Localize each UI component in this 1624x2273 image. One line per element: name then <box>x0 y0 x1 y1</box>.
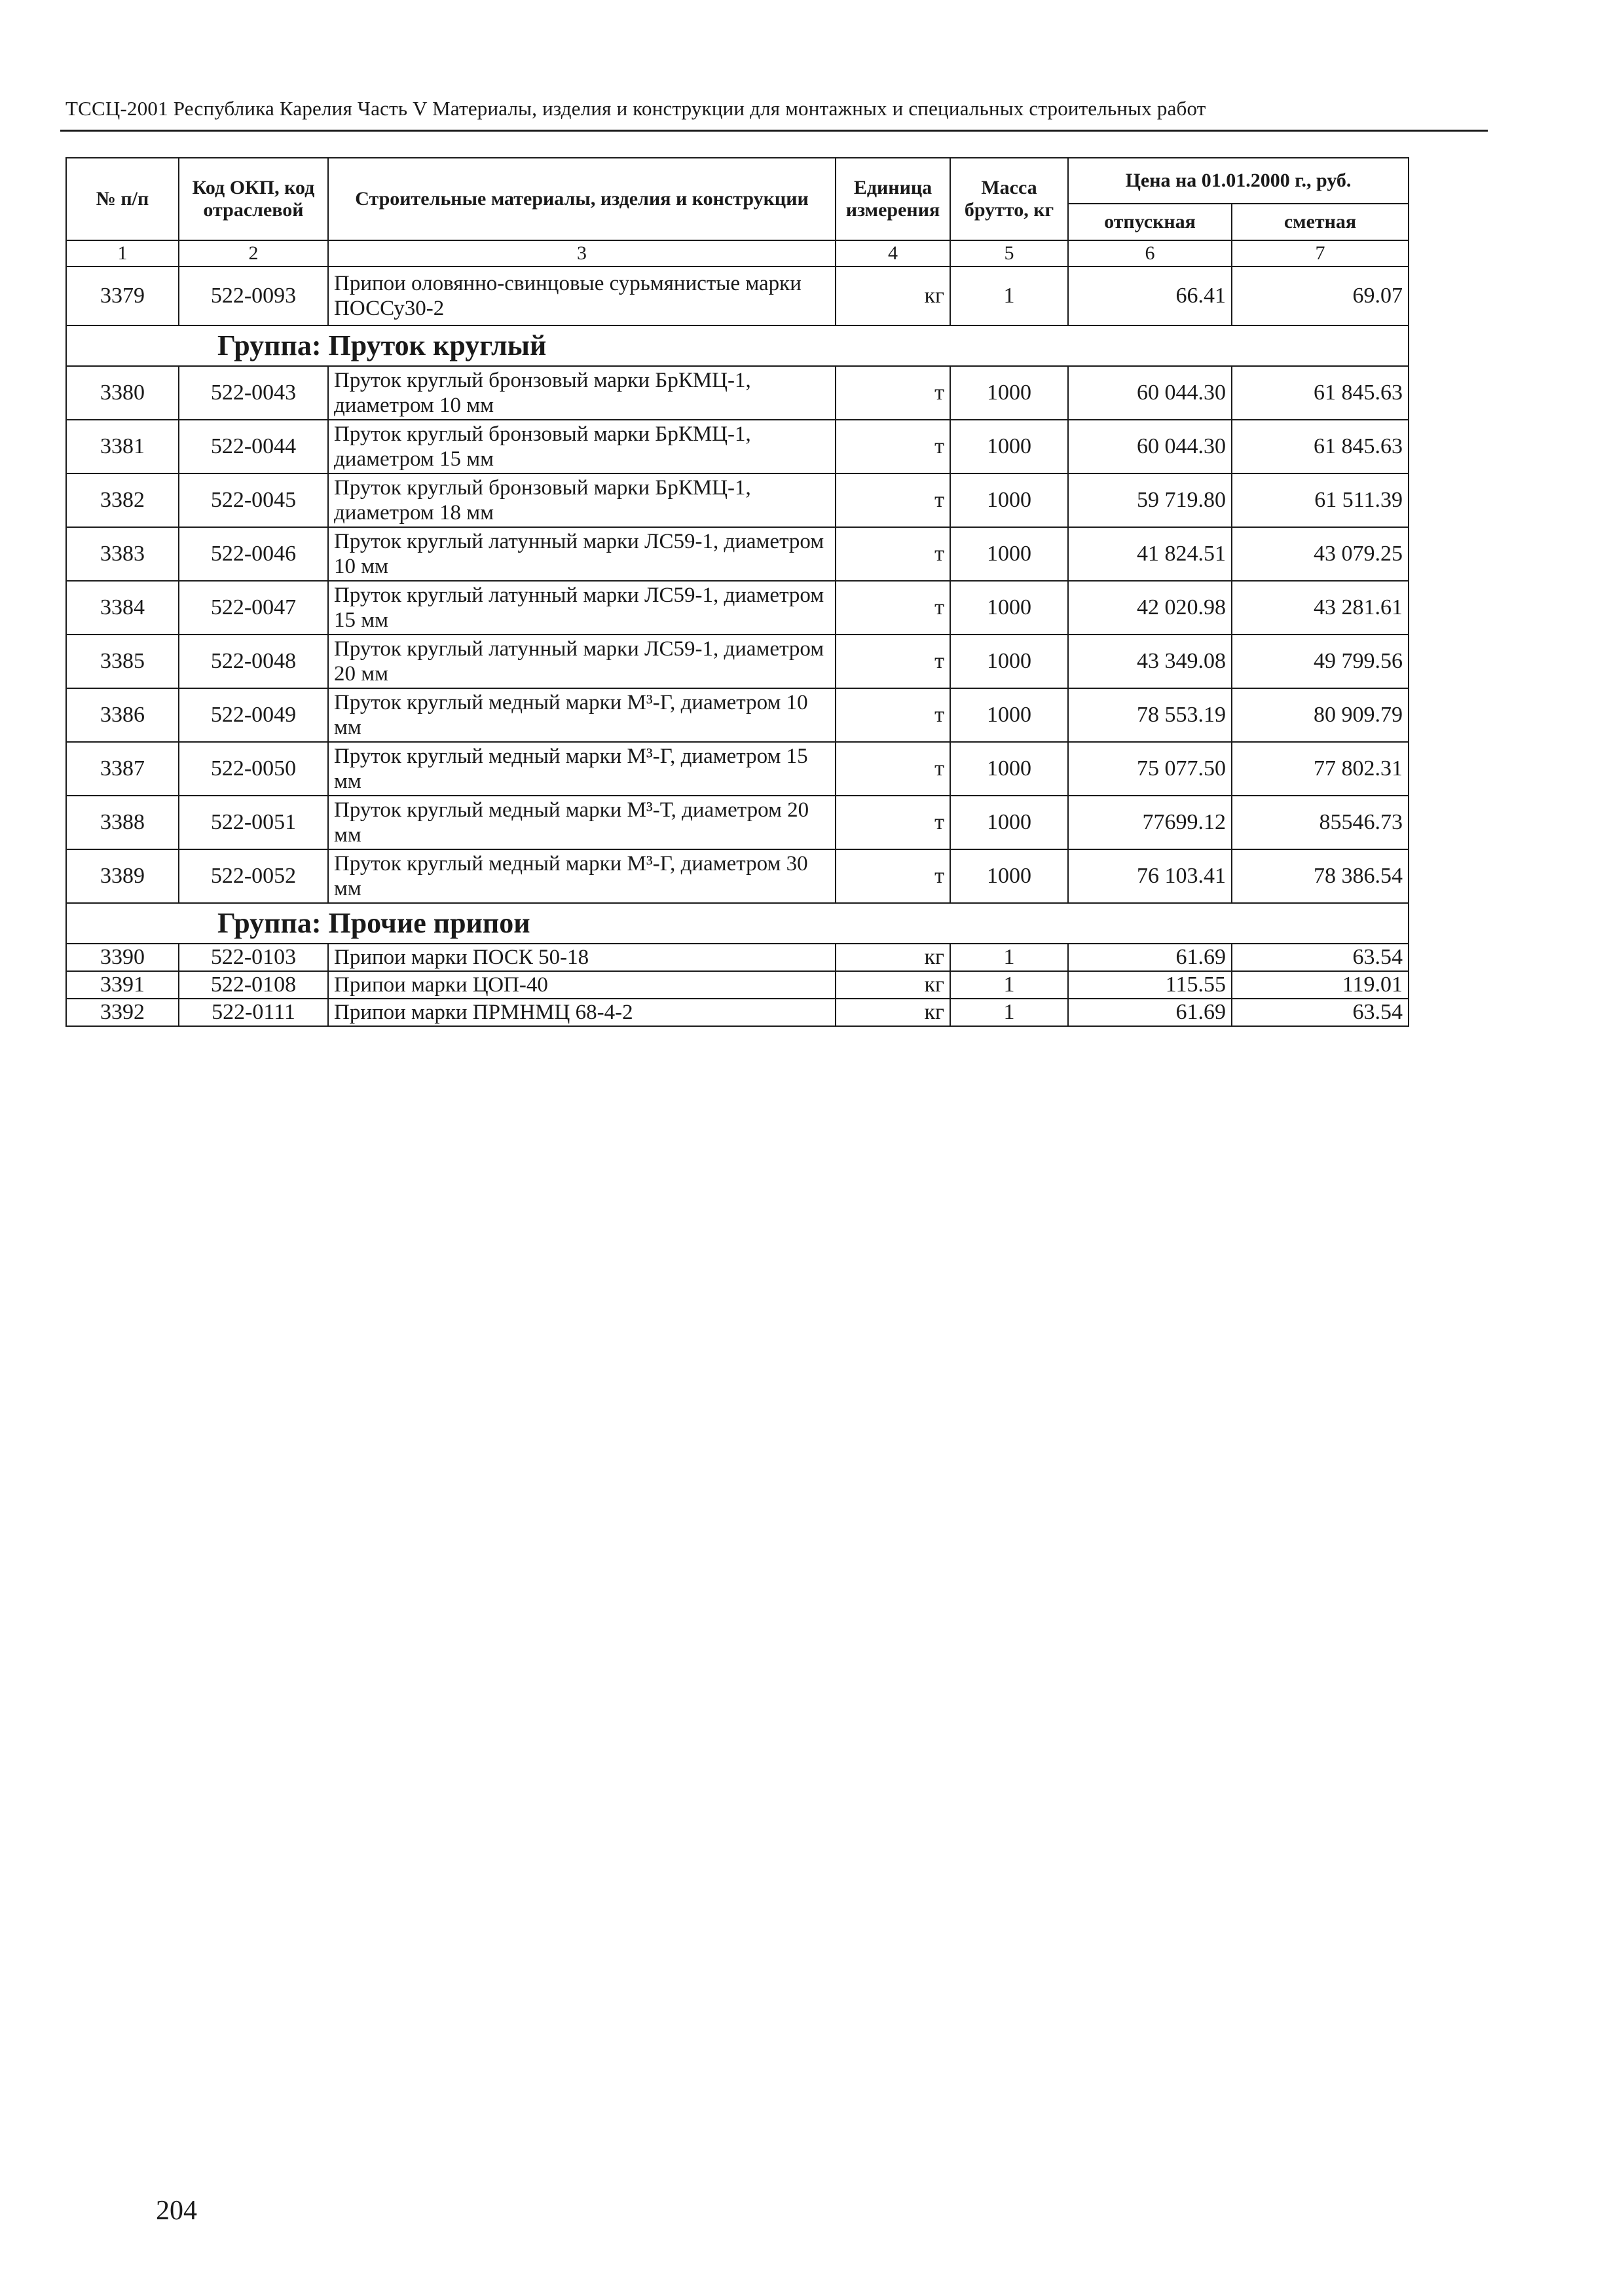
row-estimate-price: 63.54 <box>1232 999 1409 1026</box>
col-header-estimate-price: сметная <box>1232 204 1409 240</box>
row-number: 3391 <box>66 971 179 999</box>
row-name: Припои марки ПРМНМЦ 68-4-2 <box>328 999 836 1026</box>
row-unit: т <box>836 366 950 420</box>
row-estimate-price: 49 799.56 <box>1232 635 1409 688</box>
col-header-code: Код ОКП, код отраслевой <box>179 158 328 240</box>
row-name: Припои оловянно-свинцовые сурьмянистые марки ПОССу30-2 <box>328 267 836 325</box>
row-unit: т <box>836 635 950 688</box>
row-unit: кг <box>836 999 950 1026</box>
row-estimate-price: 85546.73 <box>1232 796 1409 849</box>
row-unit: т <box>836 581 950 635</box>
table-row <box>66 742 1409 796</box>
row-mass: 1000 <box>950 849 1068 903</box>
column-number: 6 <box>1068 240 1232 267</box>
row-mass: 1 <box>950 999 1068 1026</box>
row-number: 3380 <box>66 366 179 420</box>
row-release-price: 60 044.30 <box>1068 420 1232 473</box>
row-estimate-price: 61 845.63 <box>1232 420 1409 473</box>
row-release-price: 76 103.41 <box>1068 849 1232 903</box>
table-row <box>66 473 1409 527</box>
row-release-price: 77699.12 <box>1068 796 1232 849</box>
row-release-price: 43 349.08 <box>1068 635 1232 688</box>
row-release-price: 60 044.30 <box>1068 366 1232 420</box>
row-mass: 1 <box>950 971 1068 999</box>
table-row <box>66 527 1409 581</box>
row-code: 522-0046 <box>179 527 328 581</box>
row-code: 522-0044 <box>179 420 328 473</box>
table-row <box>66 635 1409 688</box>
row-number: 3379 <box>66 267 179 325</box>
row-mass: 1000 <box>950 635 1068 688</box>
row-code: 522-0050 <box>179 742 328 796</box>
row-mass: 1000 <box>950 366 1068 420</box>
row-mass: 1000 <box>950 581 1068 635</box>
row-number: 3389 <box>66 849 179 903</box>
row-mass: 1000 <box>950 527 1068 581</box>
column-number: 5 <box>950 240 1068 267</box>
row-unit: т <box>836 688 950 742</box>
row-estimate-price: 43 079.25 <box>1232 527 1409 581</box>
row-unit: кг <box>836 944 950 971</box>
row-estimate-price: 63.54 <box>1232 944 1409 971</box>
group-header-row <box>66 903 1409 944</box>
row-mass: 1 <box>950 944 1068 971</box>
row-unit: т <box>836 849 950 903</box>
row-code: 522-0052 <box>179 849 328 903</box>
column-number-row <box>66 240 1409 267</box>
price-table <box>65 157 1409 1027</box>
col-header-price-group: Цена на 01.01.2000 г., руб. <box>1068 158 1409 204</box>
row-code: 522-0043 <box>179 366 328 420</box>
table-body <box>66 267 1409 1026</box>
row-name: Пруток круглый медный марки М³-Г, диаметром 15 мм <box>328 742 836 796</box>
row-code: 522-0111 <box>179 999 328 1026</box>
column-number: 4 <box>836 240 950 267</box>
col-header-mass: Масса брутто, кг <box>950 158 1068 240</box>
header-row <box>66 158 1409 204</box>
row-release-price: 75 077.50 <box>1068 742 1232 796</box>
row-name: Пруток круглый медный марки М³-Т, диаметром 20 мм <box>328 796 836 849</box>
row-number: 3382 <box>66 473 179 527</box>
table-row <box>66 267 1409 325</box>
group-header-row <box>66 325 1409 366</box>
row-unit: кг <box>836 971 950 999</box>
row-code: 522-0108 <box>179 971 328 999</box>
col-header-name: Строительные материалы, изделия и конструкции <box>328 158 836 240</box>
row-number: 3383 <box>66 527 179 581</box>
row-number: 3381 <box>66 420 179 473</box>
row-unit: т <box>836 796 950 849</box>
page-header: ТССЦ-2001 Республика Карелия Часть V Материалы, изделия и конструкции для монтажных и специальных строительных работ <box>65 97 1206 120</box>
row-number: 3388 <box>66 796 179 849</box>
row-code: 522-0047 <box>179 581 328 635</box>
row-mass: 1000 <box>950 688 1068 742</box>
row-code: 522-0049 <box>179 688 328 742</box>
row-name: Пруток круглый бронзовый марки БрКМЦ-1, диаметром 15 мм <box>328 420 836 473</box>
row-name: Припои марки ЦОП-40 <box>328 971 836 999</box>
row-number: 3387 <box>66 742 179 796</box>
row-mass: 1000 <box>950 473 1068 527</box>
row-mass: 1 <box>950 267 1068 325</box>
row-name: Пруток круглый бронзовый марки БрКМЦ-1, диаметром 18 мм <box>328 473 836 527</box>
row-name: Пруток круглый медный марки М³-Г, диаметром 30 мм <box>328 849 836 903</box>
row-estimate-price: 69.07 <box>1232 267 1409 325</box>
row-mass: 1000 <box>950 796 1068 849</box>
row-release-price: 41 824.51 <box>1068 527 1232 581</box>
row-release-price: 61.69 <box>1068 999 1232 1026</box>
table-row <box>66 366 1409 420</box>
table-row <box>66 581 1409 635</box>
row-mass: 1000 <box>950 420 1068 473</box>
row-estimate-price: 61 845.63 <box>1232 366 1409 420</box>
row-unit: т <box>836 742 950 796</box>
row-name: Пруток круглый латунный марки ЛС59-1, диаметром 15 мм <box>328 581 836 635</box>
column-number: 7 <box>1232 240 1409 267</box>
row-number: 3392 <box>66 999 179 1026</box>
row-release-price: 115.55 <box>1068 971 1232 999</box>
row-code: 522-0103 <box>179 944 328 971</box>
col-header-release-price: отпускная <box>1068 204 1232 240</box>
row-release-price: 59 719.80 <box>1068 473 1232 527</box>
row-code: 522-0048 <box>179 635 328 688</box>
row-unit: т <box>836 473 950 527</box>
table-row <box>66 944 1409 971</box>
col-header-unit: Единица измерения <box>836 158 950 240</box>
table-row <box>66 999 1409 1026</box>
table-row <box>66 688 1409 742</box>
row-estimate-price: 80 909.79 <box>1232 688 1409 742</box>
column-number: 3 <box>328 240 836 267</box>
table-row <box>66 420 1409 473</box>
table-row <box>66 971 1409 999</box>
group-title: Группа: Прочие припои <box>66 903 1409 944</box>
row-name: Пруток круглый бронзовый марки БрКМЦ-1, диаметром 10 мм <box>328 366 836 420</box>
table-row <box>66 796 1409 849</box>
group-title: Группа: Пруток круглый <box>66 325 1409 366</box>
row-code: 522-0045 <box>179 473 328 527</box>
row-estimate-price: 43 281.61 <box>1232 581 1409 635</box>
row-number: 3384 <box>66 581 179 635</box>
column-number: 1 <box>66 240 179 267</box>
row-name: Пруток круглый латунный марки ЛС59-1, диаметром 20 мм <box>328 635 836 688</box>
column-number: 2 <box>179 240 328 267</box>
row-name: Припои марки ПОСК 50-18 <box>328 944 836 971</box>
row-estimate-price: 78 386.54 <box>1232 849 1409 903</box>
row-estimate-price: 77 802.31 <box>1232 742 1409 796</box>
page-number: 204 <box>156 2196 197 2226</box>
row-code: 522-0093 <box>179 267 328 325</box>
row-release-price: 66.41 <box>1068 267 1232 325</box>
row-number: 3385 <box>66 635 179 688</box>
row-name: Пруток круглый медный марки М³-Г, диаметром 10 мм <box>328 688 836 742</box>
row-number: 3386 <box>66 688 179 742</box>
row-code: 522-0051 <box>179 796 328 849</box>
row-number: 3390 <box>66 944 179 971</box>
row-mass: 1000 <box>950 742 1068 796</box>
col-header-num: № п/п <box>66 158 179 240</box>
row-name: Пруток круглый латунный марки ЛС59-1, диаметром 10 мм <box>328 527 836 581</box>
table-row <box>66 849 1409 903</box>
row-unit: кг <box>836 267 950 325</box>
row-estimate-price: 61 511.39 <box>1232 473 1409 527</box>
row-release-price: 61.69 <box>1068 944 1232 971</box>
row-release-price: 42 020.98 <box>1068 581 1232 635</box>
row-release-price: 78 553.19 <box>1068 688 1232 742</box>
header-rule <box>60 130 1488 132</box>
row-unit: т <box>836 420 950 473</box>
row-estimate-price: 119.01 <box>1232 971 1409 999</box>
row-unit: т <box>836 527 950 581</box>
